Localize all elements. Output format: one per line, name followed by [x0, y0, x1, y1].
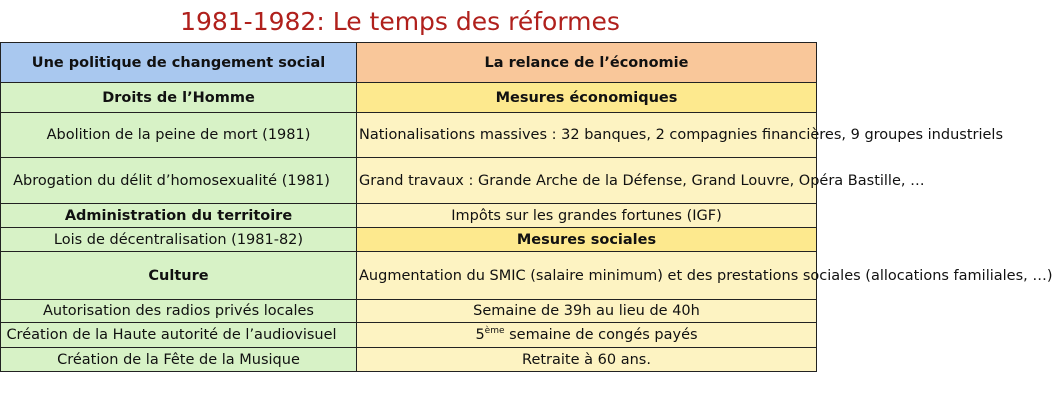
section-economic-measures: Mesures économiques	[357, 83, 817, 113]
cell-audiovisual-text: Création de la Haute autorité de l’audiovisuel	[6, 327, 337, 343]
cell-death-penalty: Abolition de la peine de mort (1981)	[1, 113, 357, 158]
table-row	[1, 228, 817, 252]
table-row	[1, 83, 817, 113]
cell-igf: Impôts sur les grandes fortunes (IGF)	[357, 204, 817, 228]
table-row	[1, 300, 817, 323]
table-row	[1, 252, 817, 300]
header-social-policy: Une politique de changement social	[1, 43, 357, 83]
cell-nationalisations: Nationalisations massives : 32 banques, 2 compagnies financières, 9 groupes industriels	[357, 113, 817, 158]
paid-leave-superscript: ème	[484, 326, 505, 337]
section-human-rights: Droits de l’Homme	[1, 83, 357, 113]
cell-39h-week: Semaine de 39h au lieu de 40h	[357, 300, 817, 323]
paid-leave-number: 5	[475, 327, 485, 343]
cell-music-festival: Création de la Fête de la Musique	[1, 348, 357, 372]
paid-leave-text: semaine de congés payés	[504, 327, 698, 343]
cell-audiovisual	[1, 323, 357, 348]
page-title: 1981-1982: Le temps des réformes	[180, 7, 620, 36]
table-row	[1, 348, 817, 372]
table-row	[1, 323, 817, 348]
section-culture: Culture	[1, 252, 357, 300]
table-row	[1, 204, 817, 228]
section-territory: Administration du territoire	[1, 204, 357, 228]
cell-grand-works: Grand travaux : Grande Arche de la Défense, Grand Louvre, Opéra Bastille, …	[357, 158, 817, 204]
reforms-table	[0, 42, 1053, 372]
table-header-row	[1, 43, 817, 83]
cell-decentralisation: Lois de décentralisation (1981-82)	[1, 228, 357, 252]
table-row	[1, 113, 817, 158]
cell-smic: Augmentation du SMIC (salaire minimum) et des prestations sociales (allocations familiales, …)	[357, 252, 817, 300]
cell-homosexuality-text: Abrogation du délit d’homosexualité (1981)	[13, 172, 330, 189]
cell-homosexuality	[1, 158, 357, 204]
header-economy: La relance de l’économie	[357, 43, 817, 83]
cell-retirement: Retraite à 60 ans.	[357, 348, 817, 372]
cell-private-radios: Autorisation des radios privés locales	[1, 300, 357, 323]
cell-paid-leave	[357, 323, 817, 348]
section-social-measures: Mesures sociales	[357, 228, 817, 252]
table-row	[1, 158, 817, 204]
